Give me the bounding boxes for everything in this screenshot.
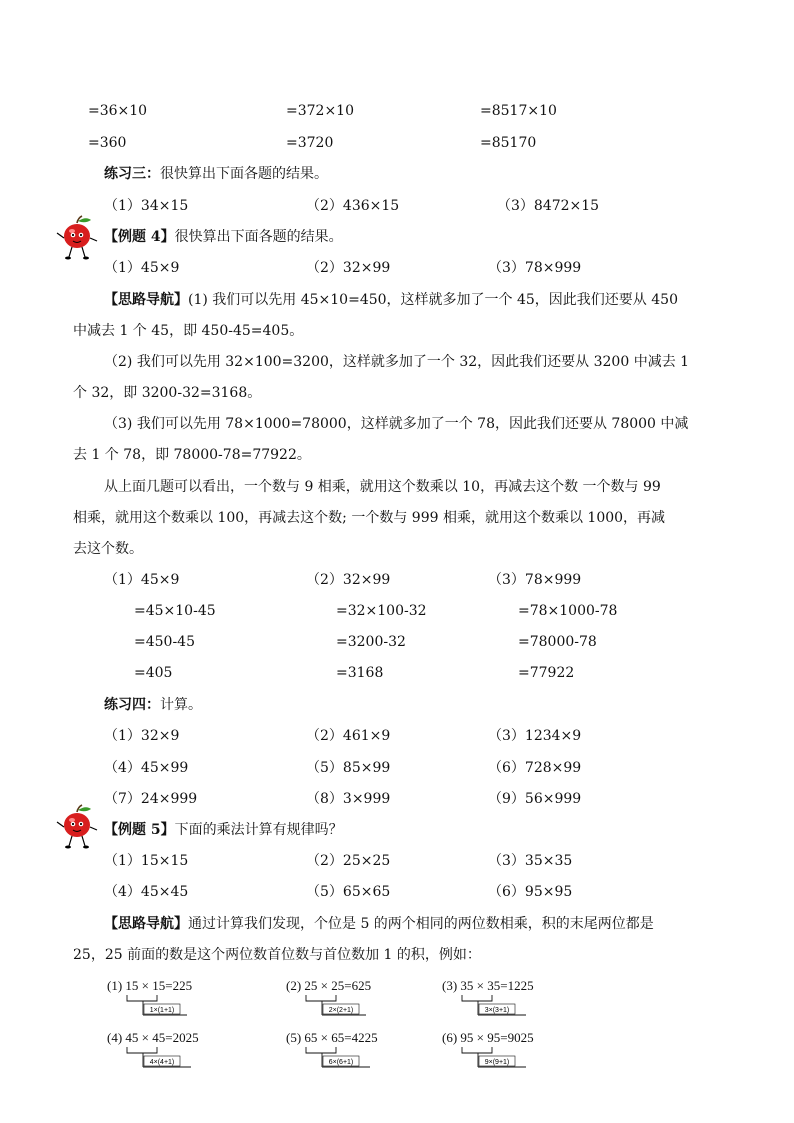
example4-title: 【例题 4】 bbox=[104, 229, 175, 245]
solution3-step3: =77922 bbox=[518, 665, 575, 681]
solution2-step1: =32×100-32 bbox=[336, 603, 427, 619]
example4-p1a: (1) 我们可以先用 45×10=450，这样就多加了一个 45，因此我们还要从 450 bbox=[188, 292, 678, 308]
figure-expression: (2) 25 × 25=625 bbox=[286, 978, 372, 993]
practice4-item-1: （1）32×9 bbox=[104, 728, 180, 744]
solution3-step2: =78000-78 bbox=[518, 634, 597, 650]
example4-p3b: 去 1 个 78，即 78000-78=77922。 bbox=[73, 447, 311, 463]
practice4-item-2: （2）461×9 bbox=[306, 728, 391, 744]
example5-figure-4 bbox=[107, 1029, 227, 1069]
solution1-step1: =45×10-45 bbox=[134, 603, 216, 619]
example5-hint-title: 【思路导航】 bbox=[104, 916, 188, 932]
bracket-diagram bbox=[107, 1047, 227, 1069]
example5-item-4: （4）45×45 bbox=[104, 884, 189, 900]
bracket-label: 6×(6+1) bbox=[328, 1059, 354, 1066]
solution1-step3: =405 bbox=[134, 665, 173, 681]
figure-expression: (4) 45 × 45=2025 bbox=[107, 1030, 199, 1045]
figure-expression: (6) 95 × 95=9025 bbox=[442, 1030, 534, 1045]
bracket-diagram bbox=[442, 995, 562, 1017]
top-row2-col2: =3720 bbox=[286, 135, 334, 151]
example5-item-1: （1）15×15 bbox=[104, 853, 189, 869]
example4-heading bbox=[104, 227, 343, 247]
bracket-diagram bbox=[286, 1047, 406, 1069]
example4-p2b: 个 32，即 3200-32=3168。 bbox=[73, 385, 262, 401]
practice4-text: 计算。 bbox=[160, 697, 202, 713]
practice4-heading bbox=[104, 695, 202, 715]
practice4-item-9: （9）56×999 bbox=[488, 791, 582, 807]
example4-summary-a: 从上面几题可以看出，一个数与 9 相乘，就用这个数乘以 10，再减去这个数 一个数与 99 bbox=[104, 479, 661, 495]
bracket-label: 1×(1+1) bbox=[149, 1007, 175, 1014]
example4-p3a: （3) 我们可以先用 78×1000=78000，这样就多加了一个 78，因此我们还要从 78000 中减 bbox=[104, 416, 689, 432]
example4-summary-b: 相乘，就用这个数乘以 100，再减去这个数; 一个数与 999 相乘，就用这个数乘以 1000，再减 bbox=[73, 510, 666, 526]
example5-item-5: （5）65×65 bbox=[306, 884, 391, 900]
practice3-item-3: （3）8472×15 bbox=[497, 198, 600, 214]
solution2-step0: （2）32×99 bbox=[306, 572, 391, 588]
example4-summary-c: 去这个数。 bbox=[73, 541, 143, 557]
example5-hint-a: 通过计算我们发现，个位是 5 的两个相同的两位数相乘，积的末尾两位都是 bbox=[188, 916, 654, 932]
practice4-item-4: （4）45×99 bbox=[104, 760, 189, 776]
example4-p1b: 中减去 1 个 45，即 450-45=405。 bbox=[73, 323, 304, 339]
example5-hint-line1 bbox=[104, 914, 654, 934]
top-row1-col1: =36×10 bbox=[88, 103, 148, 119]
figure-expression: (5) 65 × 65=4225 bbox=[286, 1030, 378, 1045]
solution3-step1: =78×1000-78 bbox=[518, 603, 618, 619]
bracket-diagram bbox=[286, 995, 406, 1017]
top-row2-col3: =85170 bbox=[480, 135, 537, 151]
example5-heading bbox=[104, 820, 343, 840]
top-row2-col1: =360 bbox=[88, 135, 127, 151]
example5-item-3: （3）35×35 bbox=[488, 853, 573, 869]
practice4-item-6: （6）728×99 bbox=[488, 760, 582, 776]
practice4-item-5: （5）85×99 bbox=[306, 760, 391, 776]
bracket-label: 3×(3+1) bbox=[484, 1007, 510, 1014]
top-row1-col3: =8517×10 bbox=[480, 103, 557, 119]
bracket-label: 2×(2+1) bbox=[328, 1007, 354, 1014]
apple-mascot-icon bbox=[52, 803, 102, 853]
practice3-title: 练习三： bbox=[104, 166, 160, 182]
bracket-label: 9×(9+1) bbox=[484, 1059, 510, 1066]
example5-item-2: （2）25×25 bbox=[306, 853, 391, 869]
solution1-step2: =450-45 bbox=[134, 634, 195, 650]
practice3-text: 很快算出下面各题的结果。 bbox=[160, 166, 328, 182]
practice3-heading bbox=[104, 164, 328, 184]
solution2-step2: =3200-32 bbox=[336, 634, 406, 650]
example5-figure-2 bbox=[286, 977, 406, 1017]
practice4-item-3: （3）1234×9 bbox=[488, 728, 582, 744]
example5-item-6: （6）95×95 bbox=[488, 884, 573, 900]
practice3-item-1: （1）34×15 bbox=[104, 198, 189, 214]
example5-figure-6 bbox=[442, 1029, 562, 1069]
practice4-title: 练习四： bbox=[104, 697, 160, 713]
bracket-label: 4×(4+1) bbox=[149, 1059, 175, 1066]
example4-item-2: （2）32×99 bbox=[306, 260, 391, 276]
example4-text: 很快算出下面各题的结果。 bbox=[174, 229, 343, 245]
figure-expression: (3) 35 × 35=1225 bbox=[442, 978, 534, 993]
example5-text: 下面的乘法计算有规律吗？ bbox=[174, 822, 343, 838]
bracket-diagram bbox=[442, 1047, 562, 1069]
example5-figure-1 bbox=[107, 977, 227, 1017]
example5-hint-b: 25，25 前面的数是这个两位数首位数与首位数加 1 的积，例如： bbox=[73, 947, 481, 963]
practice3-item-2: （2）436×15 bbox=[306, 198, 400, 214]
example5-title: 【例题 5】 bbox=[104, 822, 175, 838]
example4-item-3: （3）78×999 bbox=[488, 260, 582, 276]
apple-mascot-icon bbox=[52, 214, 102, 264]
solution3-step0: （3）78×999 bbox=[488, 572, 582, 588]
example4-hint-title: 【思路导航】 bbox=[104, 292, 188, 308]
top-row1-col2: =372×10 bbox=[286, 103, 354, 119]
example5-figure-3 bbox=[442, 977, 562, 1017]
solution1-step0: （1）45×9 bbox=[104, 572, 180, 588]
practice4-item-7: （7）24×999 bbox=[104, 791, 198, 807]
figure-expression: (1) 15 × 15=225 bbox=[107, 978, 193, 993]
example4-hint-line1 bbox=[104, 290, 678, 310]
example5-figure-5 bbox=[286, 1029, 406, 1069]
example4-item-1: （1）45×9 bbox=[104, 260, 180, 276]
bracket-diagram bbox=[107, 995, 227, 1017]
solution2-step3: =3168 bbox=[336, 665, 384, 681]
example4-p2a: （2) 我们可以先用 32×100=3200，这样就多加了一个 32，因此我们还要从 3200 中减去 1 bbox=[104, 354, 690, 370]
practice4-item-8: （8）3×999 bbox=[306, 791, 391, 807]
